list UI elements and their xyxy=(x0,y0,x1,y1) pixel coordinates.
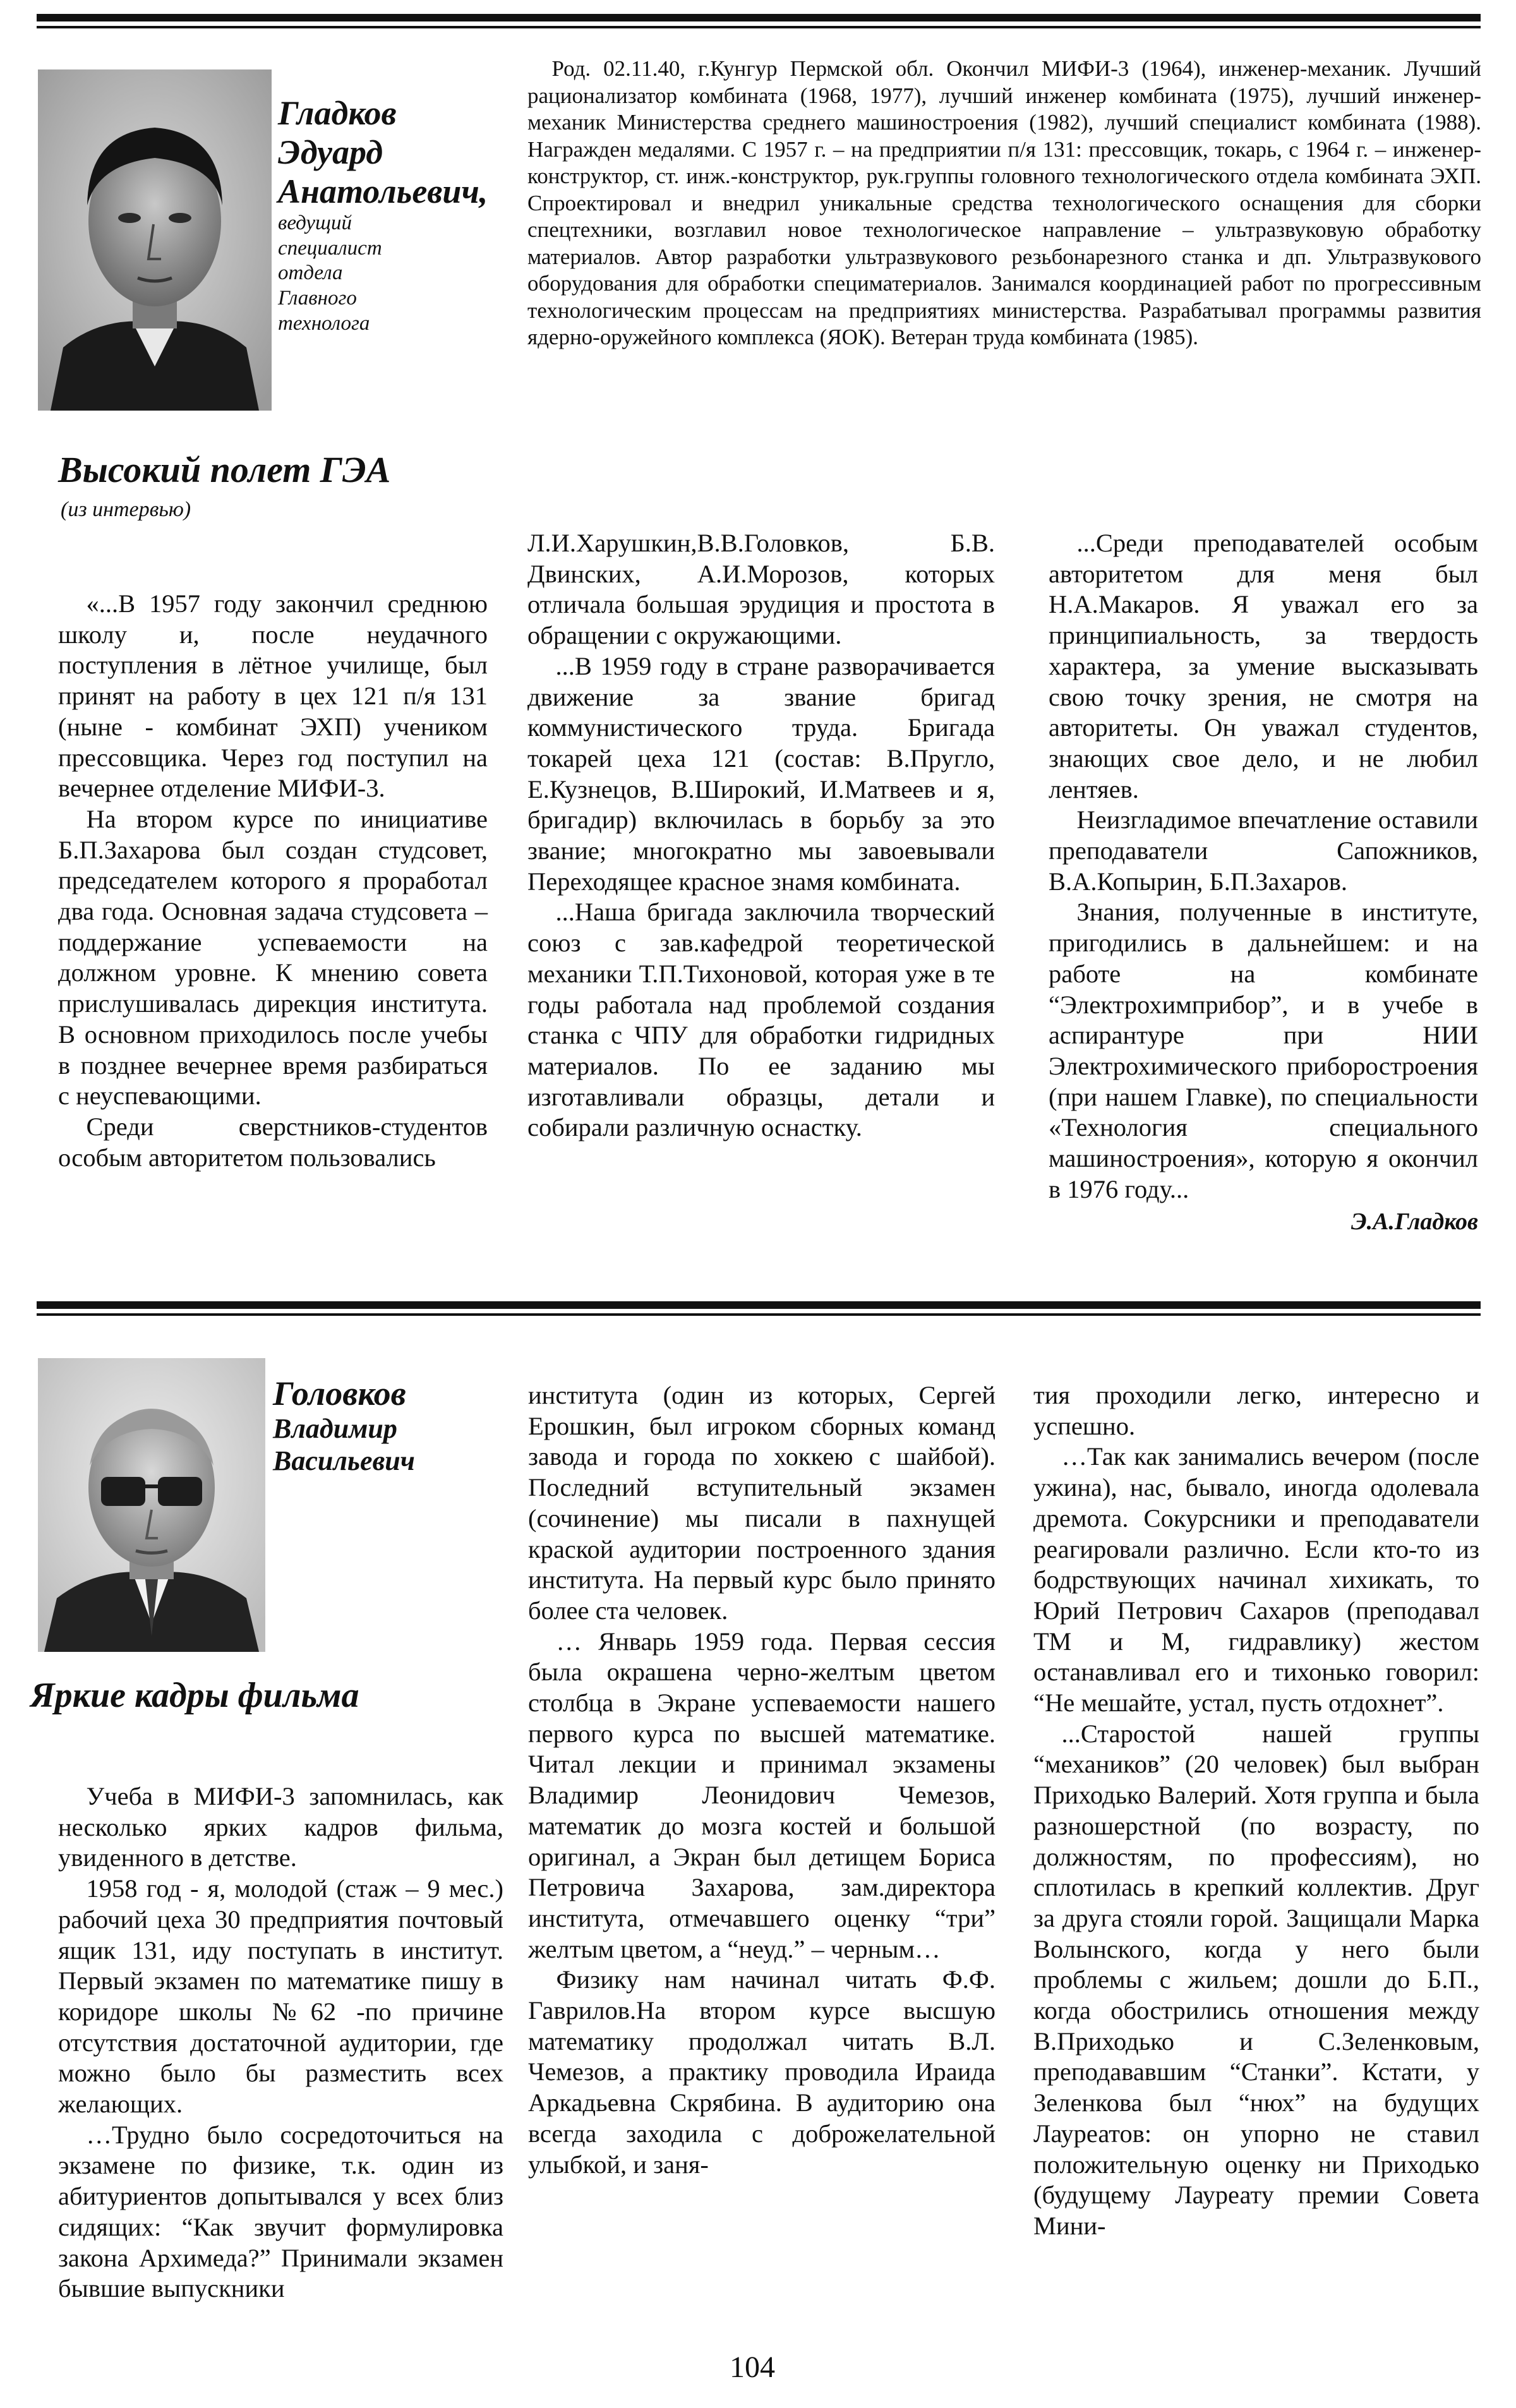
paragraph: Учеба в МИФИ-3 запомнилась, как несколько ярких кадров фильма, увиденного в детстве. xyxy=(58,1782,503,1872)
name-patronymic: Васильевич xyxy=(273,1445,415,1476)
column-3-golovkov xyxy=(1033,1380,1479,2242)
role-line: ведущий xyxy=(278,212,352,235)
paragraph: ...В 1959 году в стране разворачивается движение за звание бригад коммунистического труда. Бригада токарей цеха 121 (состав: В.Пругло, Е.Кузнецов, В.Широкий, И.Матвеев и я, бригадир) включилась в борьбу за это звание; многократно мы завоевывали Переходящее красное знамя комбината. xyxy=(527,651,995,896)
name-first: Эдуард xyxy=(278,133,383,172)
paragraph: Знания, полученные в институте, пригодились в дальнейшем: и на работе на комбинате “Электрохимприбор”, и в учебе в аспирантуре при НИИ Электрохимического приборостроения (при нашем Главке), по специальности «Технология специального машиностроения», которую я окончил в 1976 году... xyxy=(1049,898,1478,1203)
page-number: 104 xyxy=(730,2351,775,2384)
role-line: отдела xyxy=(278,262,343,285)
column-2-golovkov xyxy=(528,1380,996,2180)
paragraph: «...В 1957 году закончил среднюю школу и, после неудачного поступления в лётное училище, был принят на работу в цех 121 п/я 131 (ныне - комбинат ЭХП) учеником прессовщика. Через год поступил на вечернее отделение МИФИ-3. xyxy=(58,589,488,803)
paragraph: Неизгладимое впечатление оставили преподаватели Сапожников, В.А.Копырин, Б.П.Захаров. xyxy=(1049,805,1478,896)
name-last: Головков xyxy=(273,1375,406,1412)
paragraph: ...Наша бригада заключила творческий союз с зав.кафедрой теоретической механики Т.П.Тихоновой, которая уже в те годы работала над проблемой создания станка с ЧПУ для обработки гидридных материалов. По ее заданию мы изготавливали образцы, детали и собирали различную оснастку. xyxy=(527,898,995,1142)
bio-text: Род. 02.11.40, г.Кунгур Пермской обл. Окончил МИФИ-3 (1964), инженер-механик. Лучший рационализатор комбината (1968, 1977), лучший инженер комбината (1975), лучший инженер-механик Министерства среднего машиностроения (1982), лучший специалист комбината (1988). Награжден медалями. С 1957 г. – на предприятии п/я 131: прессовщик, токарь, с 1964 г. – инженер-конструктор, ст. инж.-конструктор, рук.группы головного технологического отдела комбината ЭХП. Спроектировал и внедрил уникальные средства технологического оснащения для сборки спецтехники, возглавил новое технологическое направление – ультразвуковую обработку материалов. Автор разработки ультразвукового резьбонарезного станка и дп. Ультразвукового оборудования для обработки специматериалов. Занимался координацией работ по прогрессивным технологическим процессам на предприятиях министерства. Разрабатывал программы развития ядерно-оружейного комплекса (ЯОК). Ветеран труда комбината (1985). xyxy=(527,56,1481,349)
paragraph: Л.И.Харушкин,В.В.Головков, Б.В. Двинских, А.И.Морозов, которых отличала большая эрудиция и простота в обращении с окружающими. xyxy=(527,529,995,650)
column-1-golovkov xyxy=(58,1781,503,2304)
paragraph: … Январь 1959 года. Первая сессия была окрашена черно-желтым цветом столбца в Экране успеваемости нашего первого курса по высшей математике. Читал лекции и принимал экзамены Владимир Леонидович Чемезов, математик до мозга костей и большой оригинал, а Экран был детищем Бориса Петровича Захарова, зам.директора института, отмечавшего оценку “три” желтым цветом, а “неуд.” – черным… xyxy=(528,1627,996,1963)
paragraph: тия проходили легко, интересно и успешно. xyxy=(1033,1381,1479,1440)
column-1-gladkov xyxy=(58,589,488,1173)
paragraph: На втором курсе по инициативе Б.П.Захарова был создан студсовет, председателем которого я проработал два года. Основная задача студсовета – поддержание успеваемости на должном уровне. К мнению совета прислушивалась дирекция института. В основном приходилось после учебы в позднее вечернее время разбираться с неуспевающими. xyxy=(58,804,488,1111)
paragraph: Среди сверстников-студентов особым авторитетом пользовались xyxy=(58,1112,488,1172)
role-line: технолога xyxy=(278,311,370,335)
paragraph: ...Старостой нашей группы “механиков” (20 человек) был выбран Приходько Валерий. Хотя группа и была разношерстной (по возрасту, по должностям, по профессиям), но сплотилась в крепкий коллектив. Друг за друга стояли горой. Защищали Марка Волынского, когда у него были проблемы с жильем; дошли до Б.П., когда обострились отношения между В.Приходько и С.Зеленковым, преподававшим “Станки”. Кстати, у Зеленкова был “нюх” на будущих Лауреатов: он упорно не ставил положительную оценку ни Приходько (будущему Лауреату премии Совета Мини- xyxy=(1033,1719,1479,2240)
paragraph: ...Среди преподавателей особым авторитетом для меня был Н.А.Макаров. Я уважал его за принципиальность, за твердость характера, за умение высказывать свою точку зрения, не смотря на авторитеты. Он уважал студентов, знающих свое дело, и не любил лентяев. xyxy=(1049,529,1478,804)
name-first: Владимир xyxy=(273,1413,397,1445)
section-divider-rule xyxy=(37,1301,1481,1316)
article-subtitle: (из интервью) xyxy=(61,498,191,521)
paragraph: …Трудно было сосредоточиться на экзамене по физике, т.к. один из абитуриентов допытывался у всех близ сидящих: “Как звучит формулировка закона Архимеда?” Принимали экзамен бывшие выпускники xyxy=(58,2120,503,2303)
portrait-golovkov xyxy=(38,1358,265,1652)
paragraph: 1958 год - я, молодой (стаж – 9 мес.) рабочий цеха 30 предприятия почтовый ящик 131, иду поступать в институт. Первый экзамен по математике пишу в коридоре школы №62 -по причине отсутствия достаточной аудитории, где можно было бы разместить всех желающих. xyxy=(58,1874,503,2119)
name-patronymic: Анатольевич, xyxy=(278,172,488,211)
top-rule xyxy=(37,14,1481,28)
article-title-golovkov: Яркие кадры фильма xyxy=(30,1676,359,1715)
name-last: Гладков xyxy=(278,94,397,132)
column-3-gladkov xyxy=(1049,528,1478,1205)
portrait-gladkov xyxy=(38,69,272,411)
person-name-golovkov xyxy=(273,1374,415,1477)
role-line: Главного xyxy=(278,287,357,310)
column-2-gladkov xyxy=(527,528,995,1143)
biography-gladkov xyxy=(527,56,1481,351)
paragraph: …Так как занимались вечером (после ужина), нас, бывало, иногда одолевала дремота. Сокурсники и преподаватели реагировали различно. Если кто-то из бодрствующих начинал хихикать, то Юрий Петрович Сахаров (преподавал ТМ и М, гидравлику) жестом останавливал его и тихонько говорил: “Не мешайте, устал, пусть отдохнет”. xyxy=(1033,1442,1479,1718)
role-line: специалист xyxy=(278,236,382,260)
paragraph: Физику нам начинал читать Ф.Ф. Гаврилов.На втором курсе высшую математику продолжал читать В.Л. Чемезов, а практику проводила Ираида Аркадьевна Скрябина. В аудиторию она всегда заходила с доброжелательной улыбкой, и заня- xyxy=(528,1965,996,2179)
signature-gladkov: Э.А.Гладков xyxy=(1351,1208,1478,1235)
article-title-gladkov: Высокий полет ГЭА xyxy=(58,449,391,490)
person-name-gladkov xyxy=(278,93,488,336)
paragraph: института (один из которых, Сергей Ерошкин, был игроком сборных команд завода и города по хоккею с шайбой). Последний вступительный экзамен (сочинение) мы писали в пахнущей краской аудитории построенного здания института. На первый курс было принято более ста человек. xyxy=(528,1381,996,1625)
